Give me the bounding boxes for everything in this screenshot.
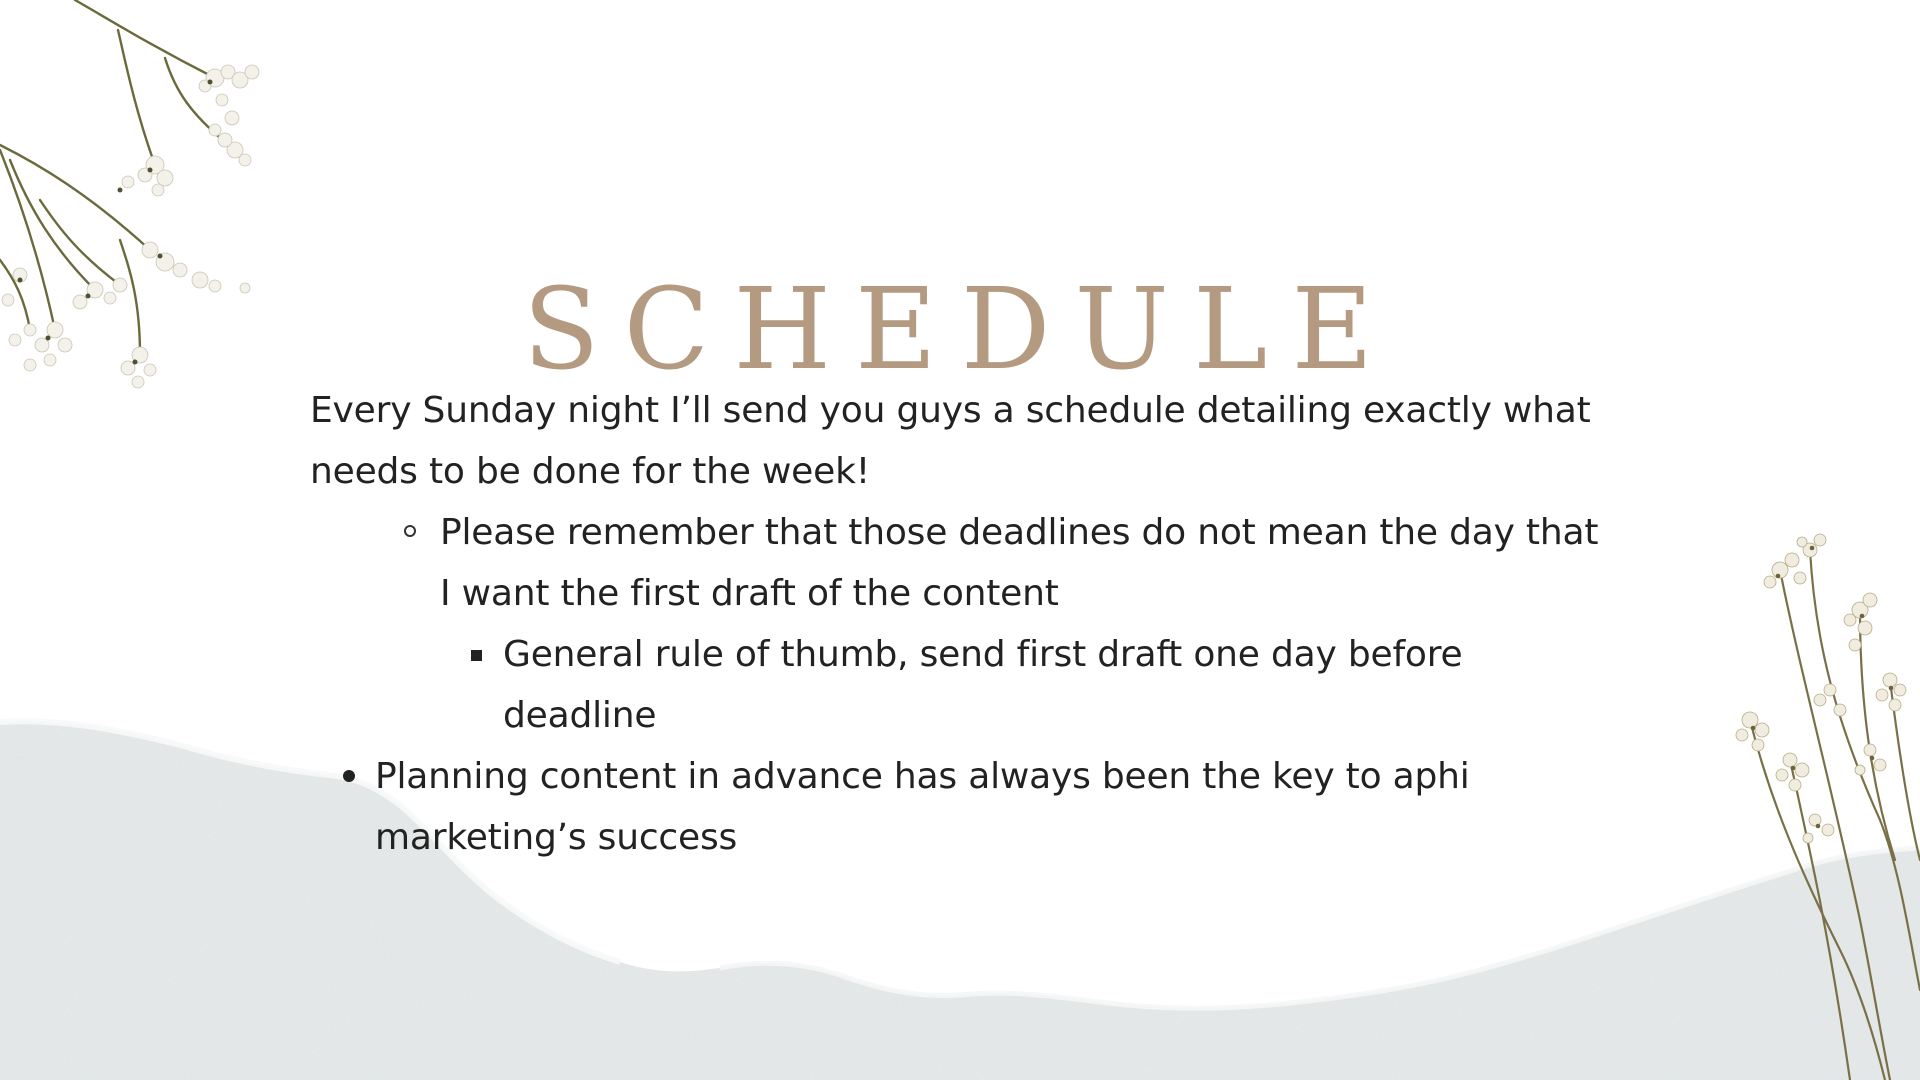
list-item (310, 502, 1610, 624)
square-bullet-icon (471, 650, 482, 661)
list-item (310, 624, 1610, 746)
intro-paragraph: Every Sunday night I’ll send you guys a schedule detailing exactly what needs to be done for the week! (310, 390, 1591, 492)
dried-flower-bouquet-icon (1720, 520, 1920, 1080)
list-item-text: Please remember that those deadlines do not mean the day that I want the first draft of the content (440, 512, 1599, 614)
list-item-text: Planning content in advance has always been the key to aphi marketing’s success (375, 756, 1470, 858)
list-item-text: General rule of thumb, send first draft one day before deadline (503, 634, 1463, 736)
list-item (310, 746, 1610, 868)
hollow-circle-bullet-icon (404, 525, 416, 537)
slide-title: SCHEDULE (522, 265, 1398, 396)
disc-bullet-icon (343, 770, 355, 782)
slide-body (310, 380, 1610, 868)
